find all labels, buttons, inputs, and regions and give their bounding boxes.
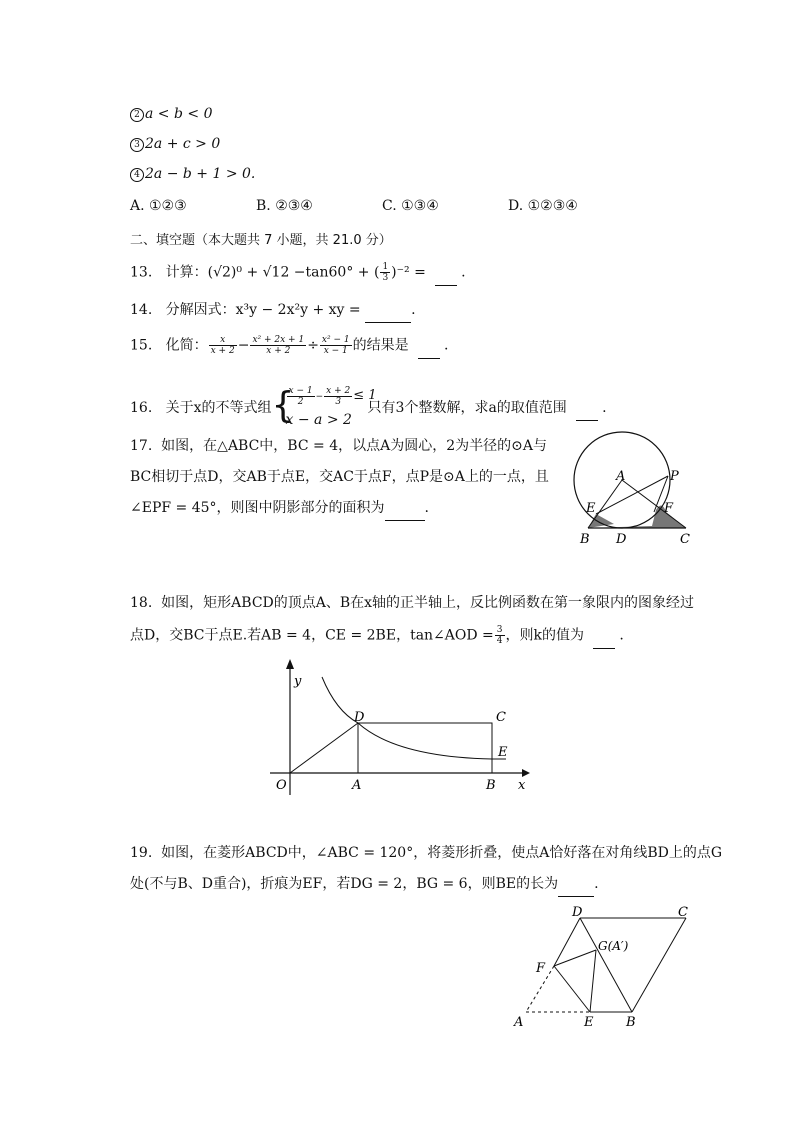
inequality-system: { $\frac{x - 1}{2}$ − $\frac{x + 2}{3}$ ≤ 1 x − a > 2 xyxy=(271,385,377,428)
segment-fe xyxy=(554,966,590,1012)
label-b: B xyxy=(580,532,590,547)
label-d: D xyxy=(572,905,583,920)
fraction-one-third: $\frac{1}{3}$ xyxy=(382,262,389,283)
label-a: A xyxy=(352,778,362,793)
label-o: O xyxy=(276,778,287,793)
question-17-line2: BC相切于点D，交AB于点E，交AC于点F，点P是⊙A上的一点，且 xyxy=(130,469,549,485)
fraction-15c: $\frac{\text{x² − 1}}{x - 1}$ xyxy=(321,335,350,356)
circle-num-2-icon: 2 xyxy=(130,108,144,122)
brace-icon: { xyxy=(271,385,295,426)
option-3: 3 2a + c > 0 xyxy=(130,134,220,154)
fraction-15b: $\frac{\text{x² + 2x + 1}}{x + 2}$ xyxy=(252,335,305,356)
segment-fg xyxy=(554,950,596,966)
label-y: y xyxy=(294,674,302,689)
circle-num-3-icon: 3 xyxy=(130,138,144,152)
segment-ge xyxy=(590,950,596,1012)
figure-18 xyxy=(266,655,538,795)
label-d: D xyxy=(354,710,365,725)
answer-d: D. ①②③④ xyxy=(508,198,578,214)
fraction-three-quarters: $\frac{3}{4}$ xyxy=(496,625,503,646)
rectangle-abcd xyxy=(358,723,492,773)
answer-blank-15[interactable] xyxy=(418,338,440,359)
label-d: D xyxy=(616,532,627,547)
answer-blank-19[interactable] xyxy=(558,876,594,897)
answer-c: C. ①③④ xyxy=(382,198,439,214)
option-2: 2 a < b < 0 xyxy=(130,104,212,124)
label-e: E xyxy=(586,501,596,516)
question-17-line1: 17. 如图，在△ABC中，BC = 4，以点A为圆心，2为半径的⊙A与 xyxy=(130,438,547,454)
figure-19 xyxy=(506,902,702,1032)
answer-a: A. ①②③ xyxy=(130,198,187,214)
section-title: 二、填空题（本大题共 7 小题，共 21.0 分） xyxy=(130,233,392,248)
label-b: B xyxy=(626,1015,636,1030)
label-a: A xyxy=(514,1015,524,1030)
answer-blank-16[interactable] xyxy=(576,400,598,421)
label-c: C xyxy=(678,905,688,920)
answer-blank-18[interactable] xyxy=(593,628,615,649)
question-18-line2: 点D，交BC于点E.若AB = 4，CE = 2BE，tan∠AOD = $\frac{3}{4}$ ，则k的值为 . xyxy=(130,625,624,649)
answer-blank-13[interactable] xyxy=(435,265,457,286)
label-a: A xyxy=(616,469,626,484)
segment-od xyxy=(290,723,358,773)
y-axis-arrow-icon xyxy=(286,659,294,669)
option-4: 4 2a − b + 1 > 0. xyxy=(130,164,255,184)
question-14: 14. 分解因式：x³y − 2x²y + xy = . xyxy=(130,300,416,323)
label-c: C xyxy=(496,710,506,725)
question-13: 13. 计算：(√2)⁰ + √12 −tan60° + ( $\frac{1}{3}$ )⁻² = . xyxy=(130,262,466,286)
fraction-15a: $\frac{x}{x + 2}$ xyxy=(210,335,235,356)
answer-blank-17[interactable] xyxy=(385,500,425,521)
x-axis-arrow-icon xyxy=(522,769,530,777)
question-19-line1: 19. 如图，在菱形ABCD中，∠ABC = 120°，将菱形折叠，使点A恰好落在对角线BD上的点G xyxy=(130,845,723,861)
answer-b: B. ②③④ xyxy=(256,198,313,214)
question-18-line1: 18. 如图，矩形ABCD的顶点A、B在x轴的正半轴上，反比例函数在第一象限内的图象经过 xyxy=(130,595,695,611)
question-16: 16. 关于x的不等式组 { $\frac{x - 1}{2}$ − $\frac{x + 2}{3}$ ≤ 1 x − a > 2 只有3个整数解，求a的取值范围 . xyxy=(130,385,607,428)
label-e: E xyxy=(498,745,508,760)
segment-df xyxy=(554,918,580,966)
label-p: P xyxy=(670,469,679,484)
label-x: x xyxy=(518,778,526,793)
circle-num-4-icon: 4 xyxy=(130,168,144,182)
segment-db xyxy=(580,918,632,1012)
label-c: C xyxy=(680,532,690,547)
figure-17 xyxy=(566,430,702,550)
question-15: 15. 化简： $\frac{x}{x + 2}$ − $\frac{\text{x² + 2x + 1}}{x + 2}$ ÷ $\frac{\text{x² − 1}}{x - 1}$ 的结果是 . xyxy=(130,335,448,359)
label-f: F xyxy=(536,961,546,976)
segment-cb xyxy=(632,918,686,1012)
label-e: E xyxy=(584,1015,594,1030)
answer-blank-14[interactable] xyxy=(365,302,411,323)
label-f: F xyxy=(664,501,674,516)
question-17-line3: ∠EPF = 45°，则图中阴影部分的面积为 . xyxy=(130,498,429,521)
label-g: G(A′) xyxy=(598,939,629,953)
label-b: B xyxy=(486,778,496,793)
question-19-line2: 处(不与B、D重合)，折痕为EF，若DG = 2，BG = 6，则BE的长为 . xyxy=(130,874,599,897)
hyperbola-curve xyxy=(322,677,506,759)
